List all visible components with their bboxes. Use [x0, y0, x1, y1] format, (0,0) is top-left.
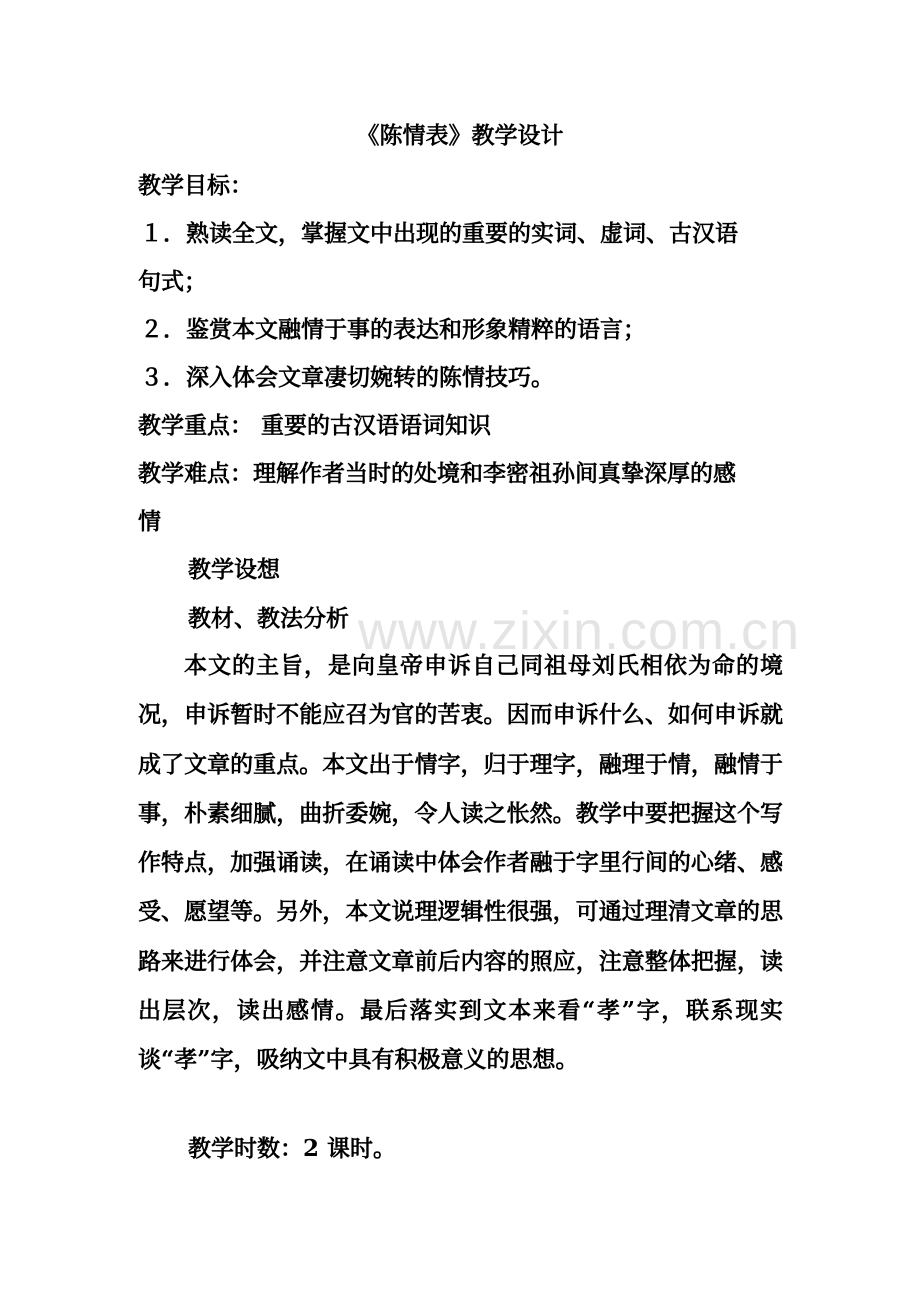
- teaching-idea-heading: 教学设想: [188, 556, 280, 583]
- goal-1-line-1: １．熟读全文，掌握文中出现的重要的实词、虚词、古汉语: [140, 220, 738, 247]
- goals-heading: 教学目标：: [138, 172, 253, 199]
- document-title: 《陈情表》教学设计: [356, 122, 564, 149]
- class-hours: 教学时数：2 课时。: [188, 1135, 397, 1162]
- watermark: www.zixin.com.cn: [358, 601, 801, 661]
- goal-2: ２．鉴赏本文融情于事的表达和形象精粹的语言；: [140, 316, 646, 343]
- analysis-paragraph: 本文的主旨，是向皇帝申诉自己同祖母刘氏相依为命的境况，申诉暂时不能应召为官的苦衷。因而申诉什么、如何申诉就成了文章的重点。本文出于情字，归于理字，融理于情，融情于事，朴素细腻，曲折委婉，令人读之怅然。教学中要把握这个写作特点，加强诵读，在诵读中体会作者融于字里行间的心绪、感受、愿望等。另外，本文说理逻辑性很强，可通过理清文章的思路来进行体会，并注意文章前后内容的照应，注意整体把握，读出层次，读出感情。最后落实到文本来看“孝”字，联系现实谈“孝”字，吸纳文中具有积极意义的思想。: [138, 652, 783, 1074]
- goal-1-line-2: 句式；: [138, 268, 207, 295]
- difficulty-line-2: 情: [138, 508, 161, 535]
- difficulty-line-1: 教学难点：理解作者当时的处境和李密祖孙间真挚深厚的感: [138, 460, 736, 487]
- goal-3: ３．深入体会文章凄切婉转的陈情技巧。: [140, 364, 554, 391]
- analysis-heading: 教材、教法分析: [188, 605, 349, 632]
- key-point: 教学重点： 重要的古汉语语词知识: [138, 412, 492, 439]
